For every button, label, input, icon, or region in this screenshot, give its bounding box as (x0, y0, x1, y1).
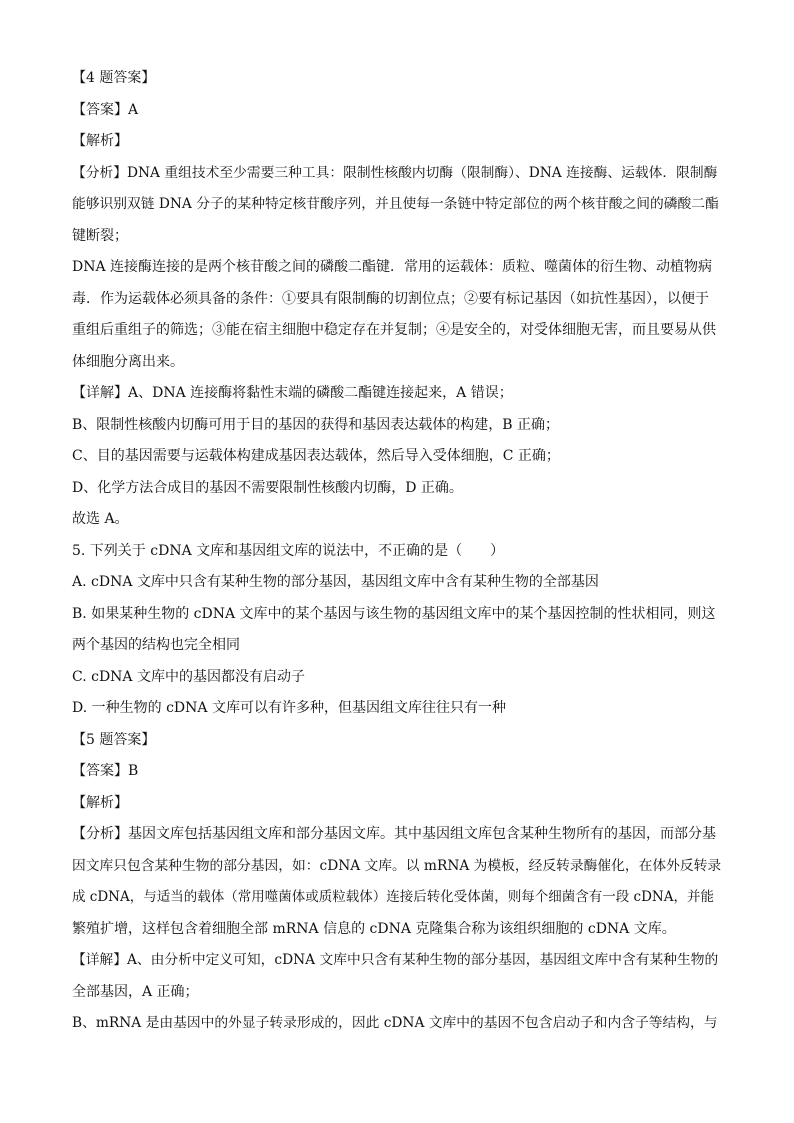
q4-answer-heading: 【4 题答案】 (72, 70, 156, 86)
detail-line: C、目的基因需要与运载体构建成基因表达载体，然后导入受体细胞，C 正确； (72, 448, 560, 464)
option-d: D. 一种生物的 cDNA 文库可以有许多种，但基因组文库往往只有一种 (72, 700, 506, 716)
analysis-heading: 【解析】 (72, 794, 128, 811)
detail-line: 【详解】A、由分析中定义可知，cDNA 文库中只含有某种生物的部分基因，基因组文库中含有某种生物的 (72, 952, 719, 968)
analysis-line: DNA 连接酶连接的是两个核苷酸之间的磷酸二酯键．常用的运载体：质粒、噬菌体的衍生物、动植物病 (72, 259, 713, 275)
detail-line: D、化学方法合成目的基因不需要限制性核酸内切酶，D 正确。 (72, 479, 463, 496)
answer-line: 【答案】B (72, 763, 139, 779)
conclusion-line: 故选 A。 (72, 511, 129, 527)
option-a: A. cDNA 文库中只含有某种生物的部分基因，基因组文库中含有某种生物的全部基因 (72, 574, 599, 590)
analysis-heading: 【解析】 (72, 133, 128, 149)
option-b-continued: 两个基因的结构也完全相同 (72, 637, 240, 653)
q5-answer-heading: 【5 题答案】 (72, 731, 156, 748)
question-5-stem: 5. 下列关于 cDNA 文库和基因组文库的说法中，不正确的是（ ） (72, 542, 505, 559)
answer-line: 【答案】A (72, 101, 139, 118)
document-body (72, 63, 724, 1040)
analysis-line: 重组后重组子的筛选；③能在宿主细胞中稳定存在并复制；④是安全的，对受体细胞无害，而且要易从供 (72, 322, 716, 338)
analysis-line: 【分析】DNA 重组技术至少需要三种工具：限制性核酸内切酶（限制酶）、DNA 连接酶、运载体．限制酶 (72, 164, 718, 181)
analysis-line: 成 cDNA，与适当的载体（常用噬菌体或质粒载体）连接后转化受体菌，则每个细菌含有一段 cDNA，并能 (72, 889, 714, 905)
detail-line: 全部基因，A 正确； (72, 983, 199, 1000)
analysis-line: 体细胞分离出来。 (72, 353, 184, 370)
analysis-line: 繁殖扩增，这样包含着细胞全部 mRNA 信息的 cDNA 克隆集合称为该组织细胞的 cDNA 文库。 (72, 920, 676, 937)
analysis-line: 毒．作为运载体必须具备的条件：①要具有限制酶的切割位点；②要有标记基因（如抗性基因），以便于 (72, 290, 709, 307)
analysis-line: 键断裂； (72, 227, 128, 244)
analysis-line: 因文库只包含某种生物的部分基因，如：cDNA 文库。以 mRNA 为模板，经反转录酶催化，在体外反转录 (72, 857, 722, 874)
detail-line: B、mRNA 是由基因中的外显子转录形成的，因此 cDNA 文库中的基因不包含启动子和内含子等结构，与 (72, 1015, 718, 1031)
option-c: C. cDNA 文库中的基因都没有启动子 (72, 668, 305, 685)
option-b: B. 如果某种生物的 cDNA 文库中的某个基因与该生物的基因组文库中的某个基因控制的性状相同，则这 (72, 605, 716, 622)
detail-line: B、限制性核酸内切酶可用于目的基因的获得和基因表达载体的构建，B 正确； (72, 416, 560, 433)
analysis-line: 【分析】基因文库包括基因组文库和部分基因文库。其中基因组文库包含某种生物所有的基因，而部分基 (72, 826, 716, 842)
analysis-line: 能够识别双链 DNA 分子的某种特定核苷酸序列，并且使每一条链中特定部位的两个核苷酸之间的磷酸二酯 (72, 196, 719, 212)
detail-line: 【详解】A、DNA 连接酶将黏性末端的磷酸二酯键连接起来，A 错误； (72, 385, 513, 401)
